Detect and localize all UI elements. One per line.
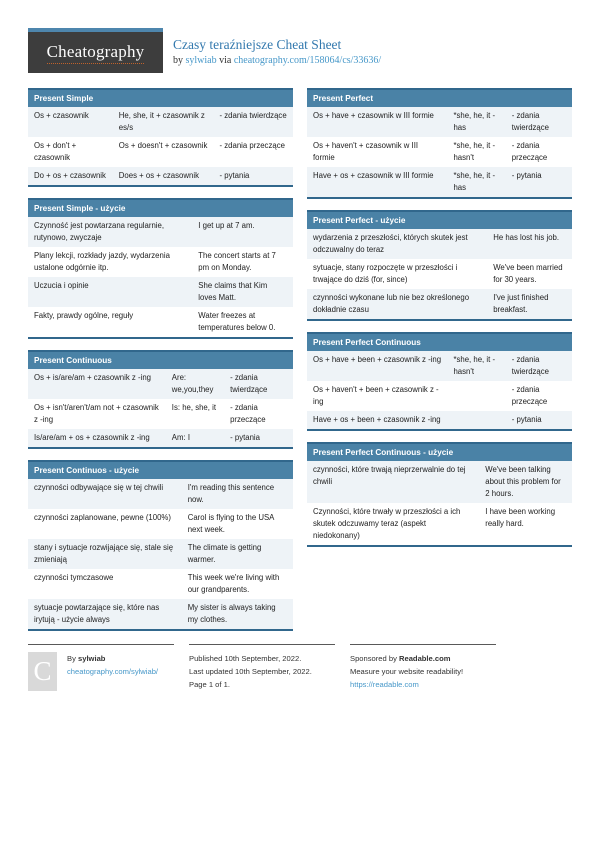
table-cell: *she, he, it - hasn't <box>453 141 496 162</box>
footer-author-column <box>28 644 174 691</box>
table-cell: Water freezes at temperatures below 0. <box>198 311 276 332</box>
table-cell: - zdania przeczące <box>511 385 548 406</box>
table-cell: He, she, it + czasownik z es/s <box>118 111 205 132</box>
cheatography-logo[interactable] <box>28 28 163 73</box>
table-row <box>307 167 572 198</box>
table-cell: Os + is/are/am + czasownik z -ing <box>34 373 151 382</box>
column-left <box>28 88 293 642</box>
page-count: Page 1 of 1. <box>189 680 230 689</box>
table-cell: Os + doesn't + czasownik <box>118 141 208 150</box>
byline-by-label: by <box>173 55 183 66</box>
table-cell: Os + haven't + been + czasownik z -ing <box>313 385 439 406</box>
table-cell: stany i sytuacje rozwijające się, stale się zmieniają <box>34 543 174 564</box>
table-row <box>28 167 293 186</box>
table-row <box>307 503 572 546</box>
table-cell: Am: I <box>171 433 190 442</box>
table-row <box>28 277 293 307</box>
sheet-url-link[interactable]: cheatography.com/158064/cs/33636/ <box>233 55 382 66</box>
table-cell: The concert starts at 7 pm on Monday. <box>198 251 276 272</box>
table-row <box>307 229 572 259</box>
page-header <box>28 28 381 73</box>
cheatography-c-icon: C <box>28 652 57 691</box>
table-cell <box>447 411 505 430</box>
table-row <box>307 289 572 320</box>
table-row <box>307 107 572 137</box>
cheat-table <box>28 350 293 449</box>
table-row <box>307 137 572 167</box>
column-right <box>307 88 572 558</box>
table-cell: czynności tymczasowe <box>34 573 114 582</box>
table-cell: sytuacje, stany rozpoczęte w przeszłości i trwające do dziś (for, since) <box>313 263 458 284</box>
table-cell <box>447 381 505 411</box>
table-row <box>28 137 293 167</box>
table-title: Present Simple <box>28 89 293 107</box>
table-row <box>307 461 572 503</box>
table-cell: - zdania twierdzące <box>219 111 287 120</box>
footer-sponsor-column <box>350 644 496 691</box>
table-row <box>28 539 293 569</box>
table-cell: Czynności, które trwały w przeszłości a ich skutek odczuwamy teraz (aspekt niedokonany) <box>313 507 461 540</box>
table-cell: - zdania twierdzące <box>511 355 550 376</box>
cheatsheet-columns <box>28 88 572 642</box>
table-title: Present Simple - użycie <box>28 199 293 217</box>
published-date: Published 10th September, 2022. <box>189 654 302 663</box>
table-cell: Os + isn't/aren't/am not + czasownik z -ing <box>34 403 159 424</box>
table-cell: Os + don't + czasownik <box>34 141 77 162</box>
table-cell: We've been married for 30 years. <box>493 263 563 284</box>
table-cell: I get up at 7 am. <box>198 221 255 230</box>
table-title: Present Perfect - użycie <box>307 211 572 229</box>
table-cell: - zdania przeczące <box>511 141 548 162</box>
table-cell: czynności zaplanowane, pewne (100%) <box>34 513 171 522</box>
table-cell: Uczucia i opinie <box>34 281 89 290</box>
table-cell: - pytania <box>219 171 250 180</box>
table-cell: This week we're living with our grandparents. <box>187 573 280 594</box>
table-row <box>28 399 293 429</box>
table-cell: Have + os + czasownik w III formie <box>313 171 434 180</box>
sponsor-line <box>350 652 496 665</box>
table-row <box>28 247 293 277</box>
sponsor-label: Sponsored by <box>350 654 397 663</box>
table-title: Present Perfect <box>307 89 572 107</box>
table-cell: wydarzenia z przeszłości, których skutek jest odczuwalny do teraz <box>313 233 468 254</box>
table-cell: Fakty, prawdy ogólne, reguły <box>34 311 134 320</box>
table-cell: Is/are/am + os + czasownik z -ing <box>34 433 150 442</box>
updated-date: Last updated 10th September, 2022. <box>189 667 312 676</box>
footer-author-info <box>67 652 158 691</box>
table-row <box>28 509 293 539</box>
table-cell: Have + os + been + czasownik z -ing <box>313 415 441 424</box>
table-cell: Are: we,you,they <box>171 373 214 394</box>
table-cell: *she, he, it - has <box>453 111 496 132</box>
table-cell: Do + os + czasownik <box>34 171 106 180</box>
table-row <box>307 259 572 289</box>
cheat-table <box>307 88 572 199</box>
table-title: Present Perfect Continuous - użycie <box>307 443 572 461</box>
cheat-table <box>307 332 572 431</box>
table-cell: Os + haven't + czasownik w III formie <box>313 141 419 162</box>
table-row <box>307 381 572 411</box>
table-cell: - zdania przeczące <box>219 141 285 150</box>
table-title: Present Continuous <box>28 351 293 369</box>
table-cell: Does + os + czasownik <box>118 171 199 180</box>
page-title: Czasy teraźniejsze Cheat Sheet <box>173 37 342 52</box>
table-cell: I have been working really hard. <box>485 507 556 528</box>
table-cell: Os + have + czasownik w III formie <box>313 111 434 120</box>
table-row <box>28 429 293 448</box>
sponsor-link[interactable]: https://readable.com <box>350 680 419 689</box>
table-cell: Is: he, she, it <box>171 403 217 412</box>
table-cell: Os + czasownik <box>34 111 89 120</box>
byline-via-label: via <box>219 55 232 66</box>
table-cell: *she, he, it - has <box>453 171 496 192</box>
author-link[interactable]: sylwiab <box>185 55 217 66</box>
table-cell: Carol is flying to the USA next week. <box>187 513 274 534</box>
table-row <box>28 569 293 599</box>
table-cell: Plany lekcji, rozkłady jazdy, wydarzenia ustalone odgórnie itp. <box>34 251 170 272</box>
table-row <box>28 479 293 509</box>
byline <box>173 55 381 66</box>
table-cell: - zdania twierdzące <box>511 111 550 132</box>
cheatography-logo-text: Cheatography <box>47 42 145 64</box>
table-cell: czynności, które trwają nieprzerwalnie do tej chwili <box>313 465 466 486</box>
table-cell: - zdania twierdzące <box>230 373 268 394</box>
cheat-table <box>28 460 293 631</box>
table-title: Present Perfect Continuous <box>307 333 572 351</box>
sponsor-tagline: Measure your website readability! <box>350 667 464 676</box>
sponsor-name: Readable.com <box>399 654 451 663</box>
footer-publish-column <box>189 644 335 691</box>
table-cell: - pytania <box>230 433 260 442</box>
table-cell: I've just finished breakfast. <box>493 293 549 314</box>
footer-author-name: sylwiab <box>78 654 106 663</box>
table-cell: My sister is always taking my clothes. <box>187 603 276 624</box>
table-cell: I'm reading this sentence now. <box>187 483 275 504</box>
table-cell: Os + have + been + czasownik z -ing <box>313 355 442 364</box>
footer-by-label: By <box>67 654 76 663</box>
table-row <box>28 307 293 338</box>
table-cell: Czynność jest powtarzana regularnie, rutynowo, zwyczaje <box>34 221 165 242</box>
cheat-table <box>307 442 572 547</box>
table-row <box>307 411 572 430</box>
table-cell: The climate is getting warmer. <box>187 543 262 564</box>
table-cell: *she, he, it - hasn't <box>453 355 496 376</box>
cheat-table <box>28 88 293 187</box>
cheat-table <box>307 210 572 321</box>
table-title: Present Continuos - użycie <box>28 461 293 479</box>
table-cell: She claims that Kim loves Matt. <box>198 281 268 302</box>
table-row <box>28 217 293 247</box>
footer-by-line <box>67 652 158 665</box>
cheat-table <box>28 198 293 339</box>
footer-author-profile-link[interactable]: cheatography.com/sylwiab/ <box>67 667 159 676</box>
page-footer <box>28 644 496 691</box>
table-row <box>28 107 293 137</box>
table-cell: We've been talking about this problem for 2 hours. <box>485 465 561 498</box>
table-cell: czynności wykonane lub nie bez określonego dokładnie czasu <box>313 293 470 314</box>
table-row <box>28 369 293 399</box>
table-cell: He has lost his job. <box>493 233 560 242</box>
table-cell: czynności odbywające się w tej chwili <box>34 483 164 492</box>
table-cell: sytuacje powtarzające się, które nas irytują - użycie always <box>34 603 160 624</box>
table-row <box>307 351 572 381</box>
table-cell: - pytania <box>511 415 542 424</box>
table-cell: - pytania <box>511 171 542 180</box>
title-block <box>173 28 381 73</box>
table-row <box>28 599 293 630</box>
table-cell: - zdania przeczące <box>230 403 266 424</box>
